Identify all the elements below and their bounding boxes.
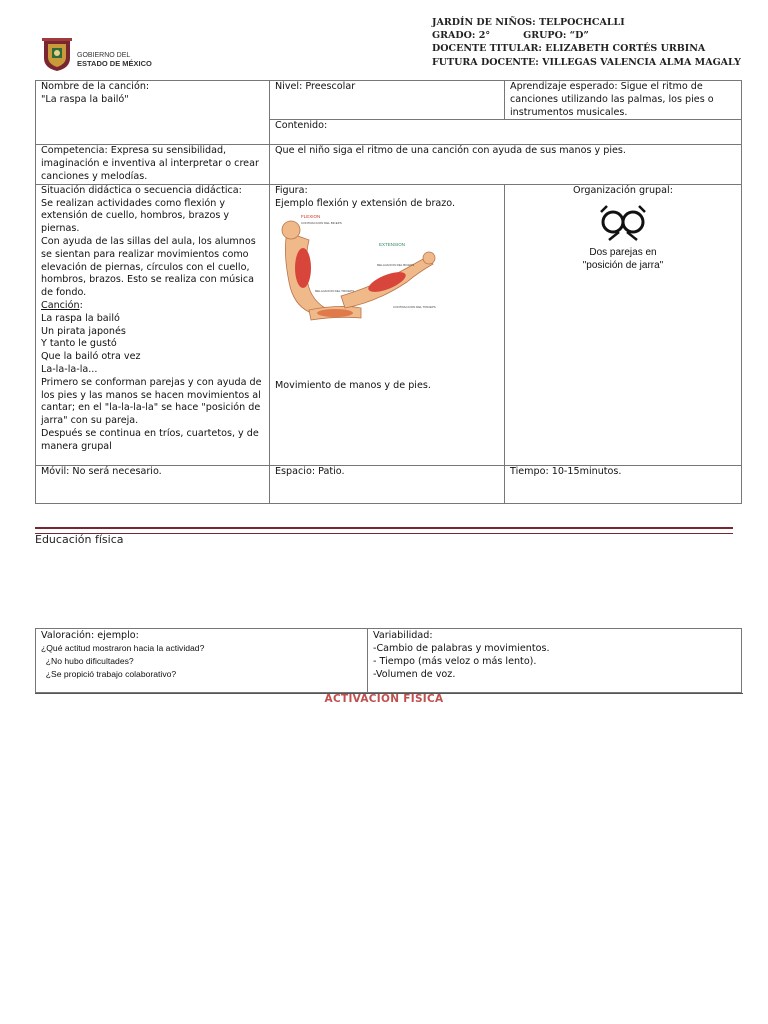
movil-cell: Móvil: No será necesario.	[36, 465, 270, 503]
nivel-cell: Nivel: Preescolar	[270, 81, 505, 120]
valoracion-table	[35, 628, 742, 693]
plan-table	[35, 80, 742, 504]
fig-label: CONTRACCION DEL BICEPS	[301, 221, 342, 226]
cancion-label: Canción	[41, 299, 80, 311]
aprendizaje-cell: Aprendizaje esperado: Sigue el ritmo de canciones utilizando las palmas, los pies o instrumentos musicales.	[505, 81, 742, 120]
figura-caption: Ejemplo flexión y extensión de brazo.	[275, 197, 456, 209]
parejas-line-1: Dos parejas en	[589, 246, 657, 258]
situacion-text: Se realizan actividades como flexión y extensión de cuello, hombros, brazos y piernas. Con ayuda de las sillas del aula, los alumnos se sientan para realizar movimientos como elevación de piernas, círculos con el cuello, hombros, brazos. Esto se realiza con música de fondo.	[41, 197, 256, 299]
organizacion-cell	[505, 184, 742, 465]
objetivo-cell: Que el niño siga el ritmo de una canción con ayuda de sus manos y pies.	[270, 145, 742, 184]
fig-label: RELAJACION DEL BICEPS	[377, 263, 415, 268]
parejas-line-2: "posición de jarra"	[582, 259, 664, 271]
variabilidad-item: -Volumen de voz.	[373, 669, 456, 680]
valoracion-question: ¿No hubo dificultades?	[41, 656, 134, 666]
arm-flexion-extension-image	[279, 212, 439, 328]
school-line: FUTURA DOCENTE: VILLEGAS VALENCIA ALMA MAGALY	[432, 56, 741, 68]
school-info	[432, 16, 741, 69]
valoracion-question: ¿Se propició trabajo colaborativo?	[41, 669, 177, 679]
movimiento-text: Movimiento de manos y de pies.	[275, 380, 431, 392]
activacion-fisica-heading: ACTIVACIÓN FÍSICA	[324, 693, 444, 705]
variabilidad-item: - Tiempo (más veloz o más lento).	[373, 656, 537, 667]
figura-cell	[270, 184, 505, 465]
section-title: Educación física	[35, 533, 124, 546]
fig-label: FLEXION	[301, 214, 321, 220]
fig-label: CONTRACCION DEL TRICEPS	[393, 305, 436, 310]
school-line: DOCENTE TITULAR: ELIZABETH CORTÉS URBINA	[432, 43, 706, 55]
gobierno-logo-text	[77, 52, 152, 68]
fig-label: EXTENSION	[379, 242, 406, 248]
tiempo-cell: Tiempo: 10-15minutos.	[505, 465, 742, 503]
cancion-cell: Nombre de la canción: "La raspa la bailó"	[36, 81, 270, 145]
valoracion-title: Valoración: ejemplo:	[41, 630, 139, 641]
jarra-position-icon	[595, 204, 651, 244]
situacion-cell: Situación didáctica o secuencia didáctica: Se realizan actividades como flexión y extensión de cuello, hombros, brazos y piernas. Con ayuda de las sillas del aula, los alumnos se sientan para realizar movimientos como elevación de piernas, círculos con el cuello, hombros, brazos. Esto se realiza con música de fondo. Canción: La raspa la bailó Un pirata japonés Y tanto le gustó Que la bailó otra vez La-la-la-la... Primero se conforman parejas y con ayuda de los pies y las manos se hacen movimientos al cantar; en el "la-la-la-la" se hace "posición de jarra" con su pareja. Después se continua en tríos, cuartetos, y de manera grupal	[36, 184, 270, 465]
variabilidad-cell	[368, 629, 742, 693]
espacio-cell: Espacio: Patio.	[270, 465, 505, 503]
school-line: JARDÍN DE NIÑOS: TELPOCHCALLI	[432, 17, 625, 28]
contenido-cell: Contenido:	[270, 120, 742, 145]
situacion-title: Situación didáctica o secuencia didáctica:	[41, 184, 242, 196]
logo-line-1: GOBIERNO DEL	[77, 52, 131, 59]
competencia-cell: Competencia: Expresa su sensibilidad, imaginación e inventiva al interpretar o crear canciones y melodías.	[36, 145, 270, 184]
valoracion-question: ¿Qué actitud mostraron hacia la actividad?	[41, 643, 205, 653]
variabilidad-item: -Cambio de palabras y movimientos.	[373, 643, 550, 654]
logo-line-2: ESTADO DE MÉXICO	[77, 59, 152, 68]
valoracion-cell	[36, 629, 368, 693]
variabilidad-title: Variabilidad:	[373, 630, 433, 641]
estado-mexico-seal-icon	[40, 36, 74, 72]
school-line: GRADO: 2° GRUPO: “D”	[432, 30, 589, 42]
organizacion-title: Organización grupal:	[573, 184, 673, 196]
figura-title: Figura:	[275, 184, 308, 196]
section-divider	[35, 527, 733, 534]
situacion-text-2: Primero se conforman parejas y con ayuda de los pies y las manos se hacen movimientos al cantar; en el "la-la-la-la" se hace "posición de jarra" con su pareja. Después se continua en tríos, cuartetos, y de manera grupal	[41, 376, 262, 452]
cancion-lyrics: La raspa la bailó Un pirata japonés Y tanto le gustó Que la bailó otra vez La-la-la-la...	[41, 312, 141, 375]
fig-label: RELAJACION DEL TRICEPS	[315, 289, 355, 294]
